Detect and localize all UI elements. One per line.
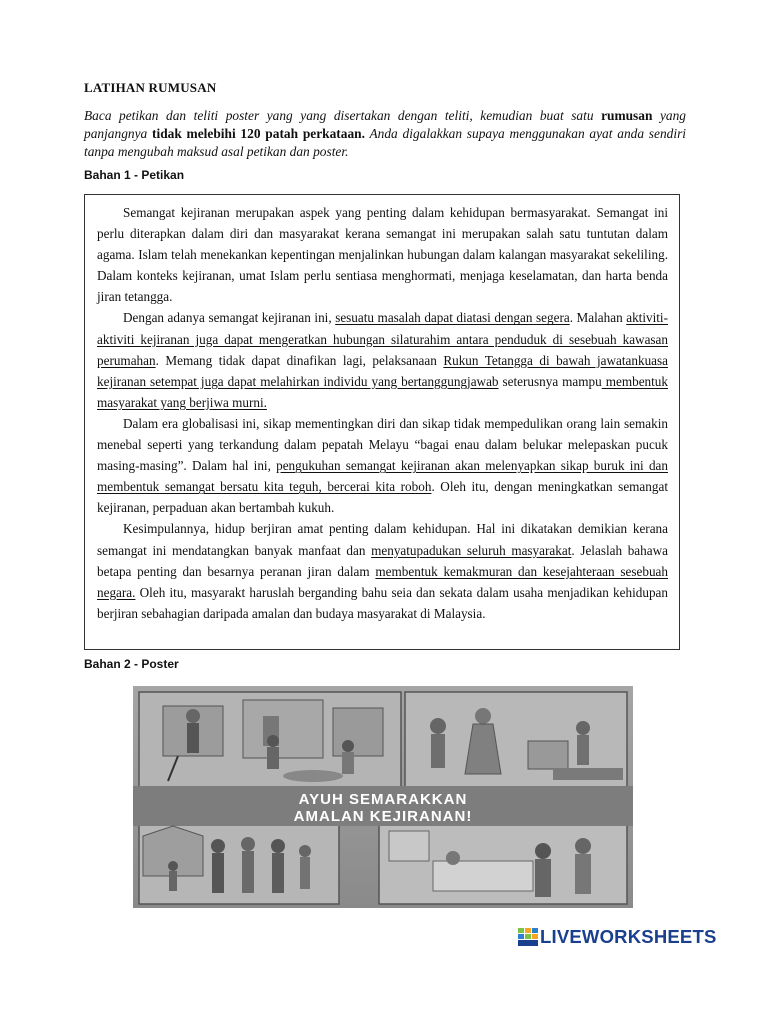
passage-paragraph-1: Semangat kejiranan merupakan aspek yang penting dalam kehidupan bermasyarakat. Semangat ini perlu diterapkan dalam diri dan masyarakat kerana semangat ini merupakan salah satu tuntutan dalam agama. Islam telah menekankan kepentingan menjalinkan hubungan dalam kalangan masyarakat sekeliling. Dalam konteks kejiranan, umat Islam perlu sentiasa menghormati, menjaga keselamatan, dan harta benda jiran tetangga. (97, 205, 668, 305)
poster-banner-line-2: AMALAN KEJIRANAN! (293, 808, 473, 825)
poster-image (133, 686, 633, 908)
passage-paragraph-3: Dalam era globalisasi ini, sikap mementingkan diri dan sikap tidak mempedulikan orang lain semakin menebal seperti yang terkandung dalam pepatah Melayu “bagai enau dalam belukar melepaskan pucuk masing-masing”. Dalam hal ini, pengukuhan semangat kejiranan akan melenyapkan sikap buruk ini dan membentuk semangat bersatu kita teguh, bercerai kita roboh. Oleh itu, dengan meningkatkan semangat kejiranan, perpaduan akan bertambah kukuh. (97, 415, 668, 516)
passage-paragraph-2: Dengan adanya semangat kejiranan ini, sesuatu masalah dapat diatasi dengan segera. Malahan aktiviti-aktiviti kejiranan juga dapat mengeratkan hubungan silaturahim antara penduduk di sesebuah kawasan perumahan. Memang tidak dapat dinafikan lagi, pelaksanaan Rukun Tetangga di bawah jawatankuasa kejiranan setempat juga dapat melahirkan individu yang bertanggungjawab seterusnya mampu membentuk masyarakat yang berjiwa murni. (97, 310, 668, 410)
instruction-text: Baca petikan dan teliti poster yang yang disertakan dengan teliti, kemudian buat satu rumusan yang panjangnya tidak melebihi 120 patah perkataan. Anda digalakkan supaya menggunakan ayat anda sendiri tanpa mengubah maksud asal petikan dan poster. (84, 108, 687, 159)
bahan1-label: Bahan 1 - Petikan (84, 168, 185, 182)
poster-illustration (133, 686, 633, 908)
poster-banner-line-1: AYUH SEMARAKKAN (298, 791, 468, 808)
liveworksheets-logo (518, 926, 717, 948)
passage-box (84, 194, 680, 650)
page-title: LATIHAN RUMUSAN (84, 80, 217, 95)
liveworksheets-mark-icon (518, 928, 538, 946)
liveworksheets-brand-text: LIVEWORKSHEETS (540, 926, 717, 947)
passage-paragraph-4: Kesimpulannya, hidup berjiran amat penting dalam kehidupan. Hal ini dikatakan demikian kerana semangat ini mendatangkan banyak manfaat dan menyatupadukan seluruh masyarakat. Jelaslah bahawa betapa penting dan besarnya peranan jiran dalam membentuk kemakmuran dan kesejahteraan sesebuah negara. Oleh itu, masyarakt haruslah berganding bahu seia dan sekata dalam usaha menjadikan kehidupan berjiran sebahagian daripada amalan dan budaya masyarakat di Malaysia. (97, 521, 668, 621)
bahan2-label: Bahan 2 - Poster (84, 657, 179, 671)
